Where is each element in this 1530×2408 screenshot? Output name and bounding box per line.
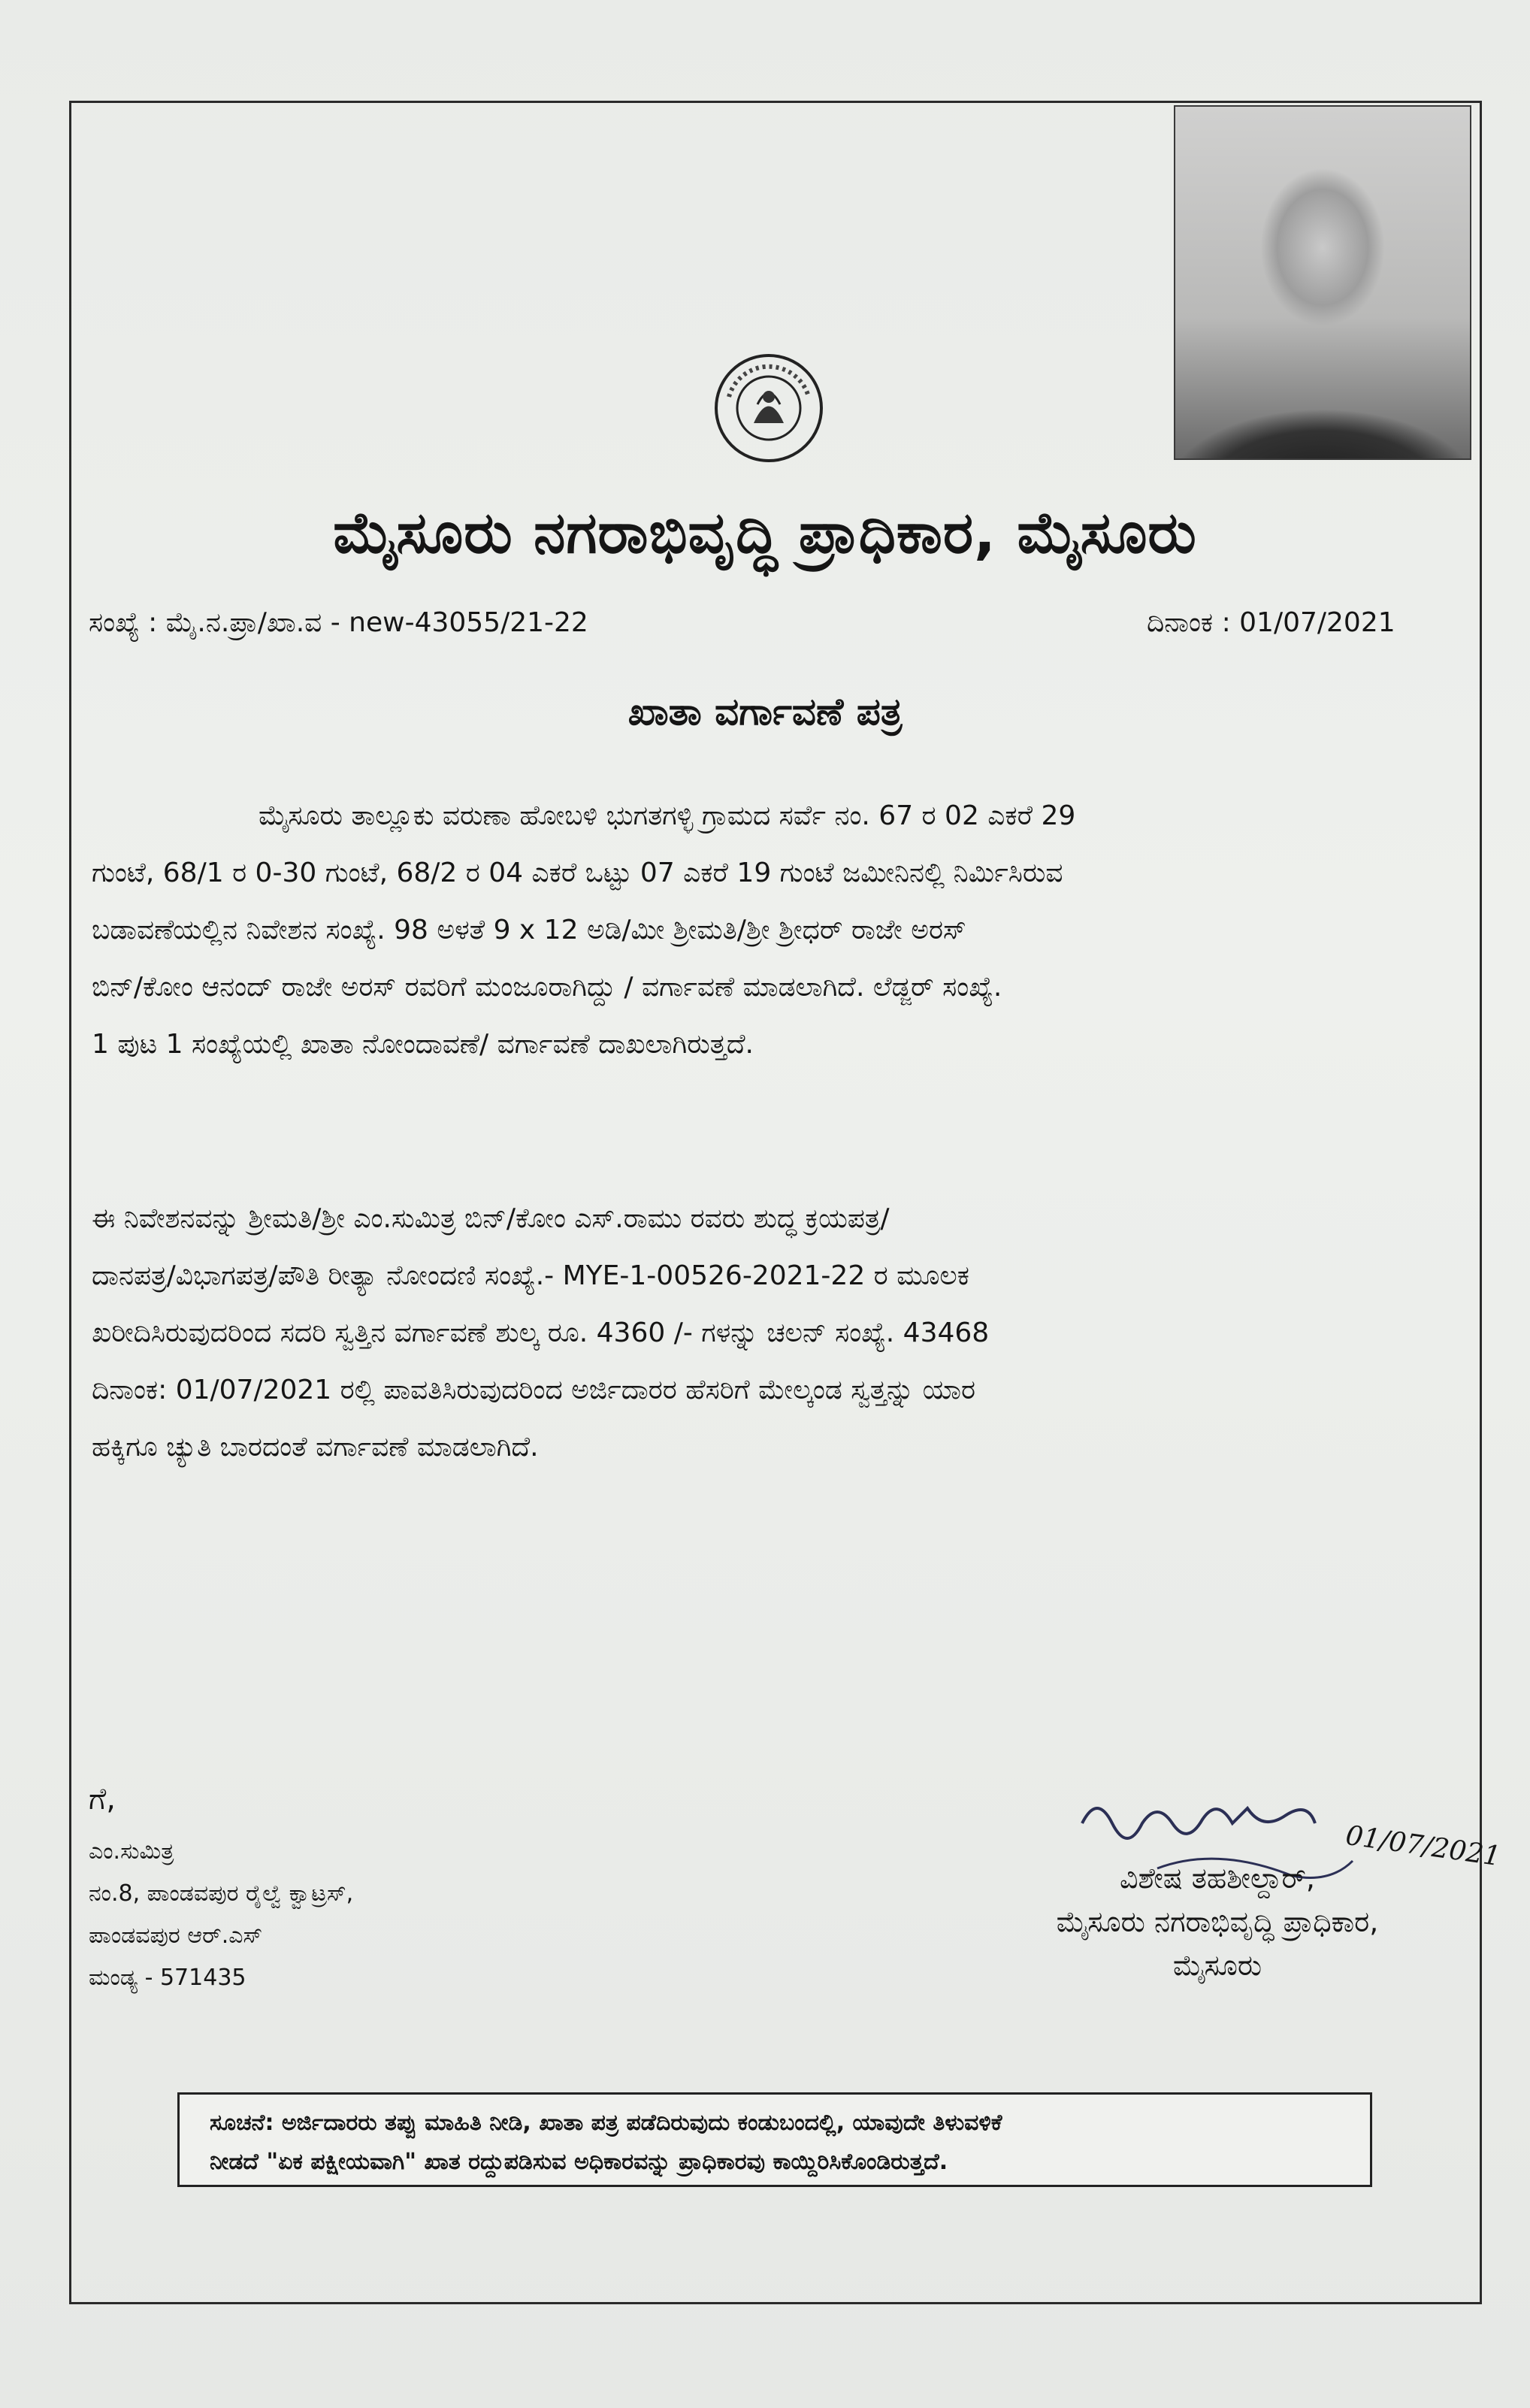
paragraph-line: ಮೈಸೂರು ತಾಲ್ಲೂಕು ವರುಣಾ ಹೋಬಳಿ ಭುಗತಗಳ್ಳಿ ಗ್ರಾಮದ ಸರ್ವೆ ನಂ. 67 ರ 02 ಎಕರೆ 29 bbox=[259, 800, 1076, 831]
addressee-block bbox=[89, 1778, 353, 1999]
addressee-name: ಎಂ.ಸುಮಿತ್ರ bbox=[89, 1838, 174, 1865]
emblem-seal-icon bbox=[712, 352, 825, 464]
signatory-city: ಮೈಸೂರು bbox=[1172, 1949, 1262, 1982]
applicant-photo bbox=[1174, 105, 1471, 460]
addressee-line: ಪಾಂಡವಪುರ ಆರ್.ಎಸ್ bbox=[89, 1922, 263, 1949]
paragraph-line: ದಾನಪತ್ರ/ವಿಭಾಗಪತ್ರ/ಪೌತಿ ರೀತ್ಯಾ ನೋಂದಣಿ ಸಂಖ್ಯೆ.- MYE-1-00526-2021-22 ರ ಮೂಲಕ bbox=[92, 1260, 969, 1291]
paragraph-line: ಬಿನ್/ಕೋಂ ಆನಂದ್ ರಾಜೇ ಅರಸ್ ರವರಿಗೆ ಮಂಜೂರಾಗಿದ್ದು / ವರ್ಗಾವಣೆ ಮಾಡಲಾಗಿದೆ. ಲೆಡ್ಜರ್ ಸಂಖ್ಯೆ. bbox=[92, 972, 1002, 1003]
notice-line: ನೀಡದೆ "ಏಕ ಪಕ್ಷೀಯವಾಗಿ" ಖಾತ ರದ್ದುಪಡಿಸುವ ಅಧಿಕಾರವನ್ನು ಪ್ರಾಧಿಕಾರವು ಕಾಯ್ದಿರಿಸಿಕೊಂಡಿರುತ್ತದೆ. bbox=[210, 2149, 948, 2175]
document-title: ಖಾತಾ ವರ್ಗಾವಣೆ ಪತ್ರ bbox=[627, 690, 903, 734]
addressee-line: ಮಂಡ್ಯ - 571435 bbox=[89, 1965, 246, 1991]
signatory-designation: ವಿಶೇಷ ತಹಶೀಲ್ದಾರ್, bbox=[1120, 1862, 1315, 1895]
paragraph-line: ದಿನಾಂಕ: 01/07/2021 ರಲ್ಲಿ ಪಾವತಿಸಿರುವುದರಿಂದ ಅರ್ಜಿದಾರರ ಹೆಸರಿಗೆ ಮೇಲ್ಕಂಡ ಸ್ವತ್ತನ್ನು ಯಾರ bbox=[92, 1375, 975, 1405]
paragraph-line: 1 ಪುಟ 1 ಸಂಖ್ಯೆಯಲ್ಲಿ ಖಾತಾ ನೋಂದಾವಣೆ/ ವರ್ಗಾವಣೆ ದಾಖಲಾಗಿರುತ್ತದೆ. bbox=[92, 1029, 754, 1060]
body-paragraph-2 bbox=[92, 1190, 1459, 1476]
paragraph-line: ಈ ನಿವೇಶನವನ್ನು ಶ್ರೀಮತಿ/ಶ್ರೀ ಎಂ.ಸುಮಿತ್ರ ಬಿನ್/ಕೋಂ ಎಸ್.ರಾಮು ರವರು ಶುದ್ಧ ಕ್ರಯಪತ್ರ/ bbox=[92, 1203, 890, 1234]
reference-number: ಸಂಖ್ಯೆ : ಮೈ.ನ.ಪ್ರಾ/ಖಾ.ವ - new-43055/21-22 bbox=[89, 607, 588, 638]
signature-date: 01/07/2021 bbox=[1344, 1820, 1503, 1873]
paragraph-line: ಹಕ್ಕಿಗೂ ಚ್ಯುತಿ ಬಾರದಂತೆ ವರ್ಗಾವಣೆ ಮಾಡಲಾಗಿದೆ. bbox=[92, 1432, 539, 1463]
notice-box bbox=[177, 2092, 1372, 2187]
paragraph-line: ಬಡಾವಣೆಯಲ್ಲಿನ ನಿವೇಶನ ಸಂಖ್ಯೆ. 98 ಅಳತೆ 9 x 12 ಅಡಿ/ಮೀ ಶ್ರೀಮತಿ/ಶ್ರೀ ಶ್ರೀಧರ್ ರಾಜೇ ಅರಸ್ bbox=[92, 915, 966, 945]
signatory-office: ಮೈಸೂರು ನಗರಾಭಿವೃದ್ಧಿ ಪ್ರಾಧಿಕಾರ, bbox=[1056, 1905, 1379, 1938]
issue-date: ದಿನಾಂಕ : 01/07/2021 bbox=[1147, 607, 1395, 638]
addressee-line: ನಂ.8, ಪಾಂಡವಪುರ ರೈಲ್ವೆ ಕ್ವಾಟ್ರಸ್, bbox=[89, 1880, 354, 1907]
body-paragraph-1 bbox=[92, 788, 1459, 1073]
salutation: ಗೆ, bbox=[89, 1782, 116, 1817]
paragraph-line: ಗುಂಟೆ, 68/1 ರ 0-30 ಗುಂಟೆ, 68/2 ರ 04 ಎಕರೆ ಒಟ್ಟು 07 ಎಕರೆ 19 ಗುಂಟೆ ಜಮೀನಿನಲ್ಲಿ ನಿರ್ಮಿಸಿರುವ bbox=[92, 858, 1063, 888]
signatory-block bbox=[962, 1856, 1473, 1987]
notice-line: ಸೂಚನೆ: ಅರ್ಜಿದಾರರು ತಪ್ಪು ಮಾಹಿತಿ ನೀಡಿ, ಖಾತಾ ಪತ್ರ ಪಡೆದಿರುವುದು ಕಂಡುಬಂದಲ್ಲಿ, ಯಾವುದೇ ತಿಳುವಳಿಕೆ bbox=[210, 2110, 1002, 2136]
organization-title: ಮೈಸೂರು ನಗರಾಭಿವೃದ್ಧಿ ಪ್ರಾಧಿಕಾರ, ಮೈಸೂರು bbox=[333, 499, 1197, 566]
paragraph-line: ಖರೀದಿಸಿರುವುದರಿಂದ ಸದರಿ ಸ್ವತ್ತಿನ ವರ್ಗಾವಣೆ ಶುಲ್ಕ ರೂ. 4360 /- ಗಳನ್ನು ಚಲನ್ ಸಂಖ್ಯೆ. 43468 bbox=[92, 1317, 990, 1348]
